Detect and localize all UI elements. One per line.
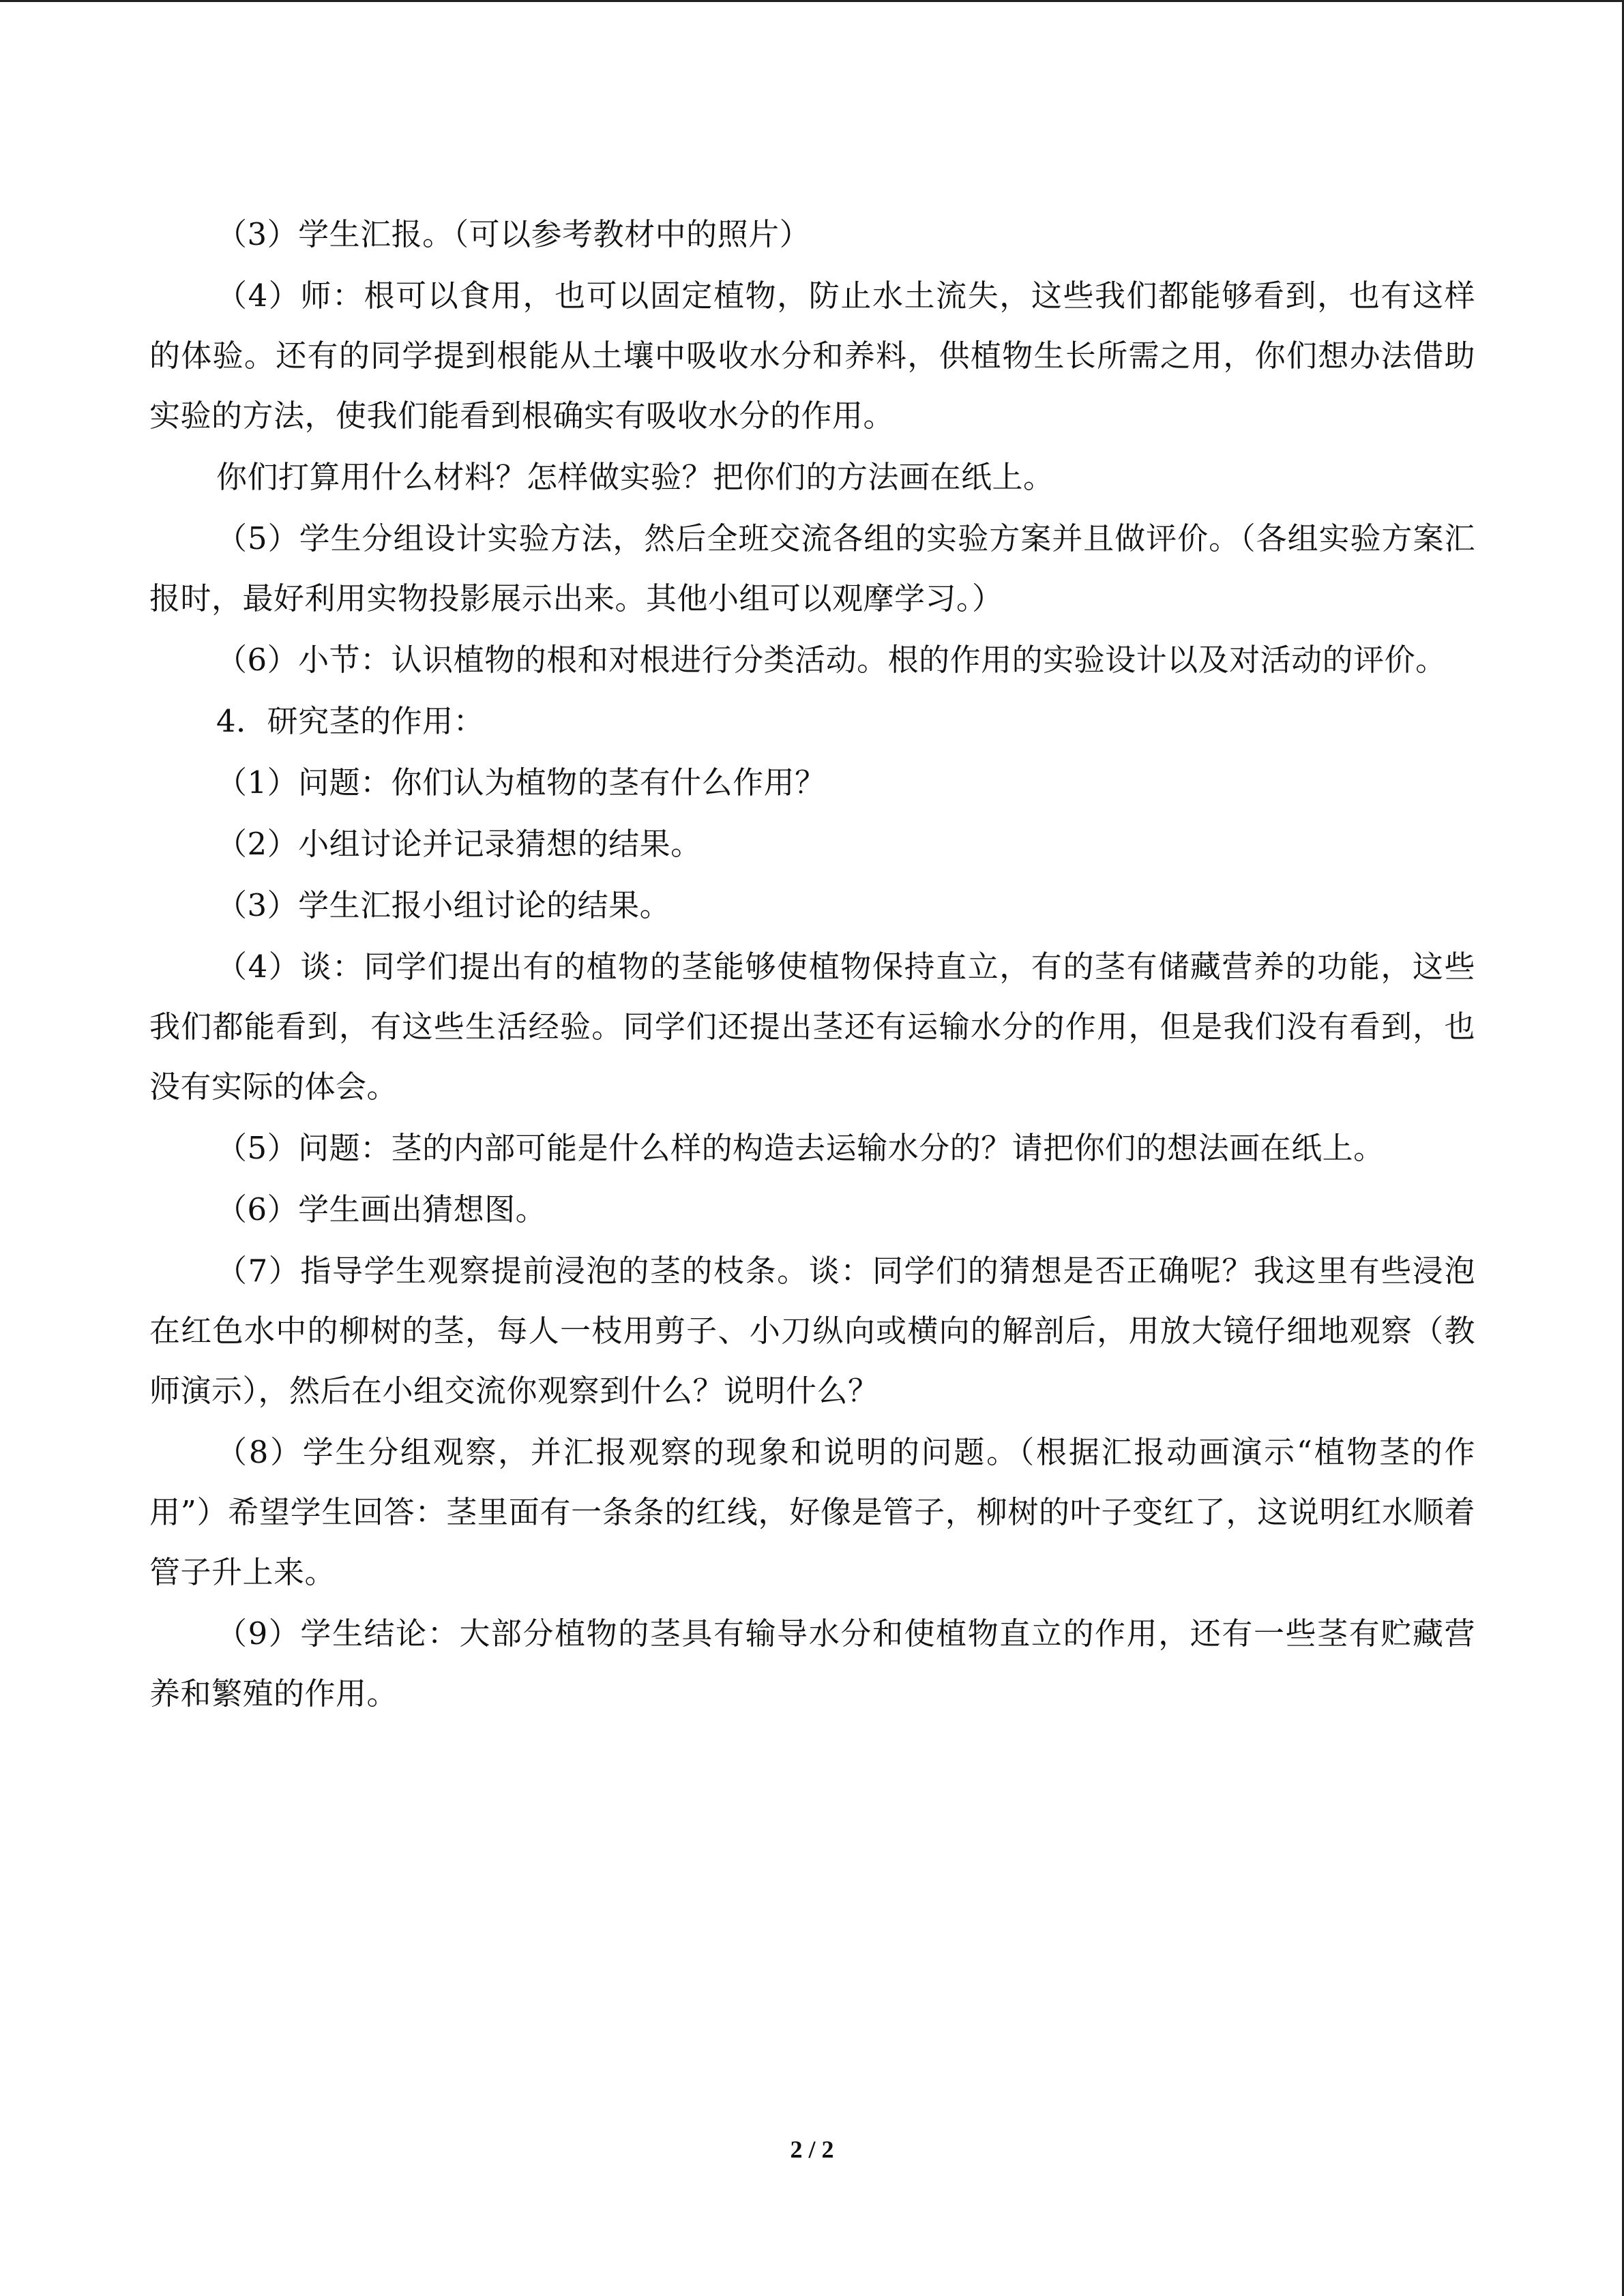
paragraph: （5）问题：茎的内部可能是什么样的构造去运输水分的？请把你们的想法画在纸上。 [216,1130,1385,1166]
page-number: 2 / 2 [790,2136,834,2163]
document-body [149,205,1475,1725]
paragraph: （5）学生分组设计实验方法，然后全班交流各组的实验方案并且做评价。（各组实验方案汇报时，最好利用实物投影展示出来。其他小组可以观摩学习。） [149,520,1475,616]
paragraph: （3）学生汇报小组讨论的结果。 [216,887,671,923]
paragraph: （9）学生结论：大部分植物的茎具有输导水分和使植物直立的作用，还有一些茎有贮藏营养和繁殖的作用。 [149,1615,1475,1712]
paragraph: （3）学生汇报。（可以参考教材中的照片） [216,216,811,252]
paragraph: （8）学生分组观察，并汇报观察的现象和说明的问题。（根据汇报动画演示“植物茎的作用”）希望学生回答：茎里面有一条条的红线，好像是管子，柳树的叶子变红了，这说明红水顺着管子升上来。 [149,1434,1475,1590]
paragraph: （2）小组讨论并记录猜想的结果。 [216,826,702,862]
paragraph: 你们打算用什么材料？怎样做实验？把你们的方法画在纸上。 [216,459,1054,495]
paragraph: （6）小节：认识植物的根和对根进行分类活动。根的作用的实验设计以及对活动的评价。 [216,642,1447,678]
paragraph: （4）师：根可以食用，也可以固定植物，防止水土流失，这些我们都能够看到，也有这样的体验。还有的同学提到根能从土壤中吸收水分和养料，供植物生长所需之用，你们想办法借助实验的方法，使我们能看到根确实有吸收水分的作用。 [149,278,1475,434]
paragraph: （1）问题：你们认为植物的茎有什么作用？ [216,764,826,801]
section-heading: 4．研究茎的作用： [216,703,485,739]
paragraph: （6）学生画出猜想图。 [216,1191,547,1227]
paragraph: （4）谈：同学们提出有的植物的茎能够使植物保持直立，有的茎有储藏营养的功能，这些我们都能看到，有这些生活经验。同学们还提出茎还有运输水分的作用，但是我们没有看到，也没有实际的体会。 [149,949,1475,1105]
paragraph: （7）指导学生观察提前浸泡的茎的枝条。谈：同学们的猜想是否正确呢？我这里有些浸泡在红色水中的柳树的茎，每人一枝用剪子、小刀纵向或横向的解剖后，用放大镜仔细地观察（教师演示），然后在小组交流你观察到什么？说明什么？ [149,1253,1475,1409]
